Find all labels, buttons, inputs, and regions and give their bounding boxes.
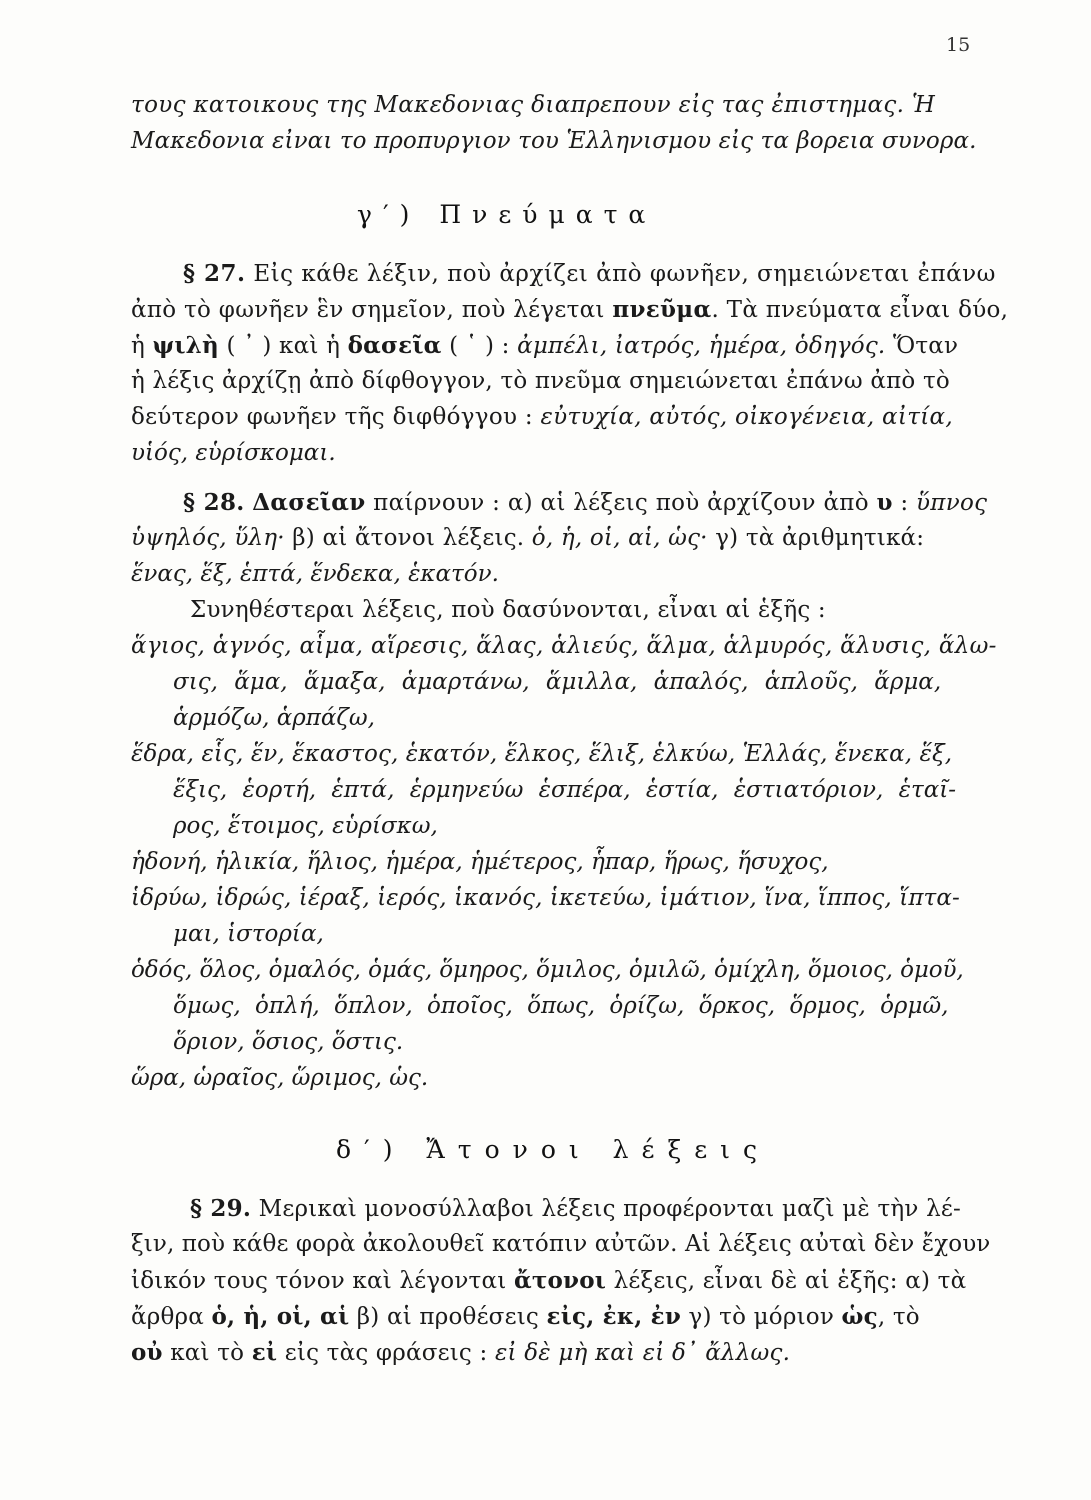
intro-line-2: Μακεδονια εἰναι το προπυργιον του Ἑλληνισμου εἰς τα βορεια συνορα. <box>131 128 977 154</box>
prepositions: εἰς, ἐκ, ἐν <box>546 1303 682 1330</box>
examples: εἰ δὲ μὴ καὶ εἰ δ᾿ ἄλλως. <box>494 1340 791 1366</box>
text: ( ᾿ ) καὶ ἡ <box>218 333 348 359</box>
paragraph-29-line-1 <box>190 1197 961 1221</box>
text: ( ῾ ) : <box>441 333 518 359</box>
wordlist-omicron-line-1: ὁδός, ὅλος, ὁμαλός, ὁμάς, ὅμηρος, ὅμιλος, ὁμιλῶ, ὁμίχλη, ὅμοιος, ὁμοῦ, <box>131 957 964 983</box>
particle-ei: εἰ <box>251 1339 278 1366</box>
wordlist-alpha-line-3: ἁρμόζω, ἁρπάζω, <box>173 705 375 731</box>
text: ἰδικόν τους τόνον καὶ λέγονται <box>131 1268 514 1294</box>
examples: ἀμπέλι, ἰατρός, ἡμέρα, ὁδηγός. <box>517 333 886 359</box>
section-number: § 27. <box>183 260 246 287</box>
text: εἰς τὰς φράσεις : <box>277 1340 495 1366</box>
articles: ὁ, ἡ, οἱ, αἱ <box>211 1303 350 1330</box>
wordlist-alpha-line-2: σις, ἅμα, ἅμαξα, ἁμαρτάνω, ἅμιλλα, ἁπαλός, ἁπλοῦς, ἅρμα, <box>173 669 942 695</box>
paragraph-29-line-5 <box>131 1341 790 1365</box>
letter-upsilon: υ <box>876 489 893 516</box>
paragraph-27-line-5 <box>131 406 953 429</box>
wordlist-epsilon-line-1: ἕδρα, εἷς, ἕν, ἕκαστος, ἑκατόν, ἕλκος, ἕλιξ, ἑλκύω, Ἑλλάς, ἕνεκα, ἕξ, <box>131 741 953 767</box>
paragraph-27-line-6: υἱός, εὑρίσκομαι. <box>131 440 336 466</box>
wordlist-alpha-line-1: ἅγιος, ἁγνός, αἷμα, αἵρεσις, ἅλας, ἁλιεύς, ἅλμα, ἁλμυρός, ἅλυσις, ἅλω- <box>131 633 997 659</box>
wordlist-epsilon-line-3: ρος, ἕτοιμος, εὑρίσκω, <box>173 813 438 839</box>
term-psili: ψιλὴ <box>152 332 219 359</box>
text: ἄρθρα <box>131 1304 212 1330</box>
text: : <box>892 490 916 516</box>
section-number: § 28. <box>183 489 245 516</box>
text: β) αἱ ἄτονοι λέξεις. <box>284 525 532 551</box>
text: β) αἱ προθέσεις <box>349 1304 547 1330</box>
section-heading-pneumata: γ′) Πνεύματα <box>357 200 657 229</box>
text: καὶ τὸ <box>162 1340 252 1366</box>
text: λέξεις, εἶναι δὲ αἱ ἑξῆς: α) τὰ <box>606 1268 967 1294</box>
term-daseia: δασεῖα <box>347 332 442 359</box>
wordlist-eta-line-1: ἡδονή, ἡλικία, ἥλιος, ἡμέρα, ἡμέτερος, ἧπαρ, ἥρως, ἥσυχος, <box>131 849 829 875</box>
text: Εἰς κάθε λέξιν, ποὺ ἀρχίζει ἀπὸ φωνῆεν, σημειώνεται ἐπάνω <box>253 261 996 287</box>
wordlist-omicron-line-3: ὅριον, ὅσιος, ὅστις. <box>173 1029 404 1055</box>
text: , τὸ <box>877 1304 920 1330</box>
examples: ὕπνος <box>916 490 988 516</box>
paragraph-27-line-3 <box>131 334 958 358</box>
page-number: 15 <box>946 34 971 56</box>
term-atonoi: ἄτονοι <box>513 1267 607 1294</box>
paragraph-27-line-2 <box>131 298 1008 322</box>
term-daseian: Δασεῖαν <box>252 489 366 516</box>
text: ἀπὸ τὸ φωνῆεν ἓν σημεῖον, ποὺ λέγεται <box>131 297 613 323</box>
text: Μερικαὶ μονοσύλλαβοι λέξεις προφέρονται μαζὶ μὲ τὴν λέ- <box>258 1196 961 1222</box>
paragraph-28-line-3: ἕνας, ἕξ, ἑπτά, ἕνδεκα, ἑκατόν. <box>131 561 499 587</box>
particle-os: ὡς <box>841 1303 878 1330</box>
wordlist-iota-line-2: μαι, ἱστορία, <box>173 921 324 947</box>
wordlist-omicron-line-2: ὅμως, ὁπλή, ὅπλον, ὁποῖος, ὅπως, ὁρίζω, ὅρκος, ὅρμος, ὁρμῶ, <box>173 993 949 1019</box>
wordlist-iota-line-1: ἱδρύω, ἱδρώς, ἱέραξ, ἱερός, ἱκανός, ἱκετεύω, ἱμάτιον, ἵνα, ἵππος, ἵπτα- <box>131 885 960 911</box>
text: δεύτερον φωνῆεν τῆς διφθόγγου : <box>131 404 541 430</box>
text: γ) τὰ ἀριθμητικά: <box>707 525 925 551</box>
paragraph-28-line-2 <box>131 527 924 550</box>
text: γ) τὸ μόριον <box>681 1304 842 1330</box>
paragraph-27-line-1 <box>183 262 996 286</box>
particle-ou: οὐ <box>131 1339 163 1366</box>
text: ἡ <box>131 333 153 359</box>
wordlist-epsilon-line-2: ἕξις, ἑορτή, ἑπτά, ἑρμηνεύω ἑσπέρα, ἑστία, ἑστιατόριον, ἑταῖ- <box>173 777 957 803</box>
paragraph-28-line-4: Συνηθέστεραι λέξεις, ποὺ δασύνονται, εἶναι αἱ ἑξῆς : <box>190 597 826 623</box>
intro-line-1: τους κατοικους της Μακεδονιας διαπρεπουν εἰς τας ἐπιστημας. Ἡ <box>131 92 936 118</box>
term-pneuma: πνεῦμα <box>612 296 712 323</box>
paragraph-29-line-3 <box>131 1269 966 1293</box>
examples: εὐτυχία, αὐτός, οἰκογένεια, αἰτία, <box>540 404 953 430</box>
examples: ὑψηλός, ὕλη· <box>131 525 285 551</box>
paragraph-29-line-2: ξιν, ποὺ κάθε φορὰ ἀκολουθεῖ κατόπιν αὐτῶν. Αἱ λέξεις αὐταὶ δὲν ἔχουν <box>131 1231 991 1257</box>
section-number: § 29. <box>190 1195 252 1222</box>
paragraph-28-line-1 <box>183 491 987 515</box>
text: Ὅταν <box>885 333 959 359</box>
paragraph-29-line-4 <box>131 1305 920 1329</box>
wordlist-omega-line-1: ὥρα, ὡραῖος, ὥριμος, ὡς. <box>131 1065 429 1091</box>
section-heading-atonoi: δ′) Ἄτονοι λέξεις <box>336 1135 770 1164</box>
text: . Τὰ πνεύματα εἶναι δύο, <box>711 297 1009 323</box>
text: παίρνουν : α) αἱ λέξεις ποὺ ἀρχίζουν ἀπὸ <box>365 490 877 516</box>
paragraph-27-line-4: ἡ λέξις ἀρχίζῃ ἀπὸ δίφθογγον, τὸ πνεῦμα σημειώνεται ἐπάνω ἀπὸ τὸ <box>131 368 950 394</box>
examples: ὁ, ἡ, οἱ, αἱ, ὡς· <box>531 525 708 551</box>
